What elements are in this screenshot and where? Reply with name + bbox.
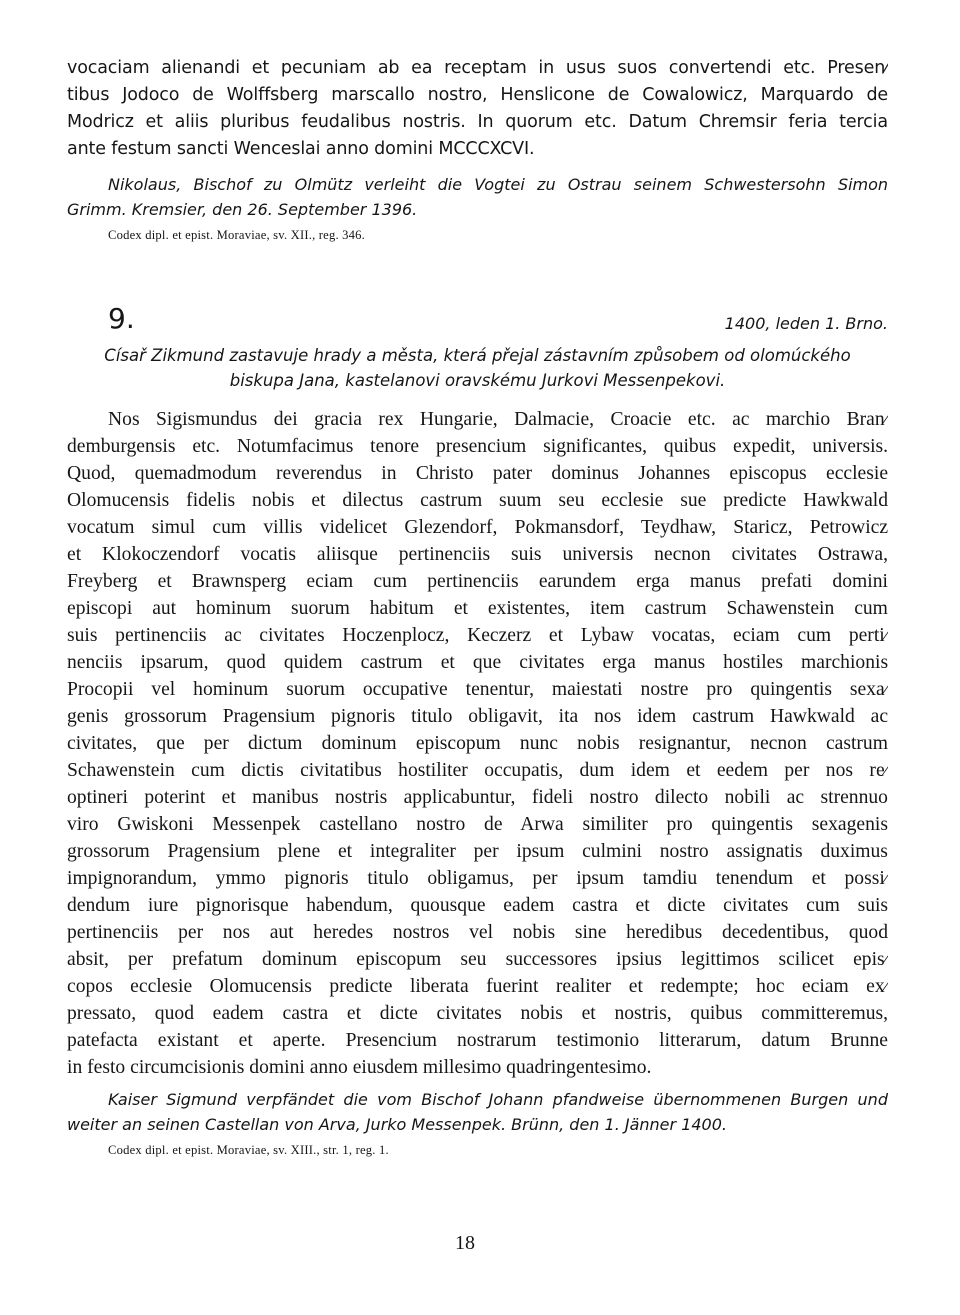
regest-line: Kaiser Sigmund verpfändet die vom Bischof Johann pfandweise übernommenen Burgen und xyxy=(108,1090,888,1109)
text-line: Procopii vel hominum suorum occupative tenentur, maiestati nostre pro quingentis sexa⁄ xyxy=(67,679,888,700)
text-line: Freyberg et Brawnsperg eciam cum pertinenciis earundem erga manus prefati domini xyxy=(67,571,888,592)
text-line: impignorandum, ymmo pignoris titulo obligamus, per ipsum tamdiu tenendum et possi⁄ xyxy=(67,868,888,889)
source-citation-1: Codex dipl. et epist. Moraviae, sv. XII., reg. 346. xyxy=(108,228,366,242)
text-line: in festo circumcisionis domini anno eiusdem millesimo quadringentesimo. xyxy=(67,1057,652,1078)
text-line: nenciis ipsarum, quod quidem castrum et que civitates erga manus hostiles marchionis xyxy=(67,652,888,673)
text-line: civitates, que per dictum dominum episcopum nunc nobis resignantur, necnon castrum xyxy=(67,733,888,754)
text-line: patefacta existant et aperte. Presencium nostrarum testimonio litterarum, datum Brunne xyxy=(67,1030,888,1051)
german-regest-2-cont xyxy=(67,1112,888,1137)
regest-line: Grimm. Kremsier, den 26. September 1396. xyxy=(67,200,418,219)
text-line: copos ecclesie Olomucensis predicte liberata fuerint realiter et redempte; hoc eciam ex⁄ xyxy=(67,976,888,997)
text-line: pressato, quod eadem castra et dicte civitates nobis et nostris, quibus committeremus, xyxy=(67,1003,888,1024)
text-line: vocatum simul cum villis videlicet Glezendorf, Pokmansdorf, Teydhaw, Staricz, Petrowicz xyxy=(67,517,888,538)
german-regest-1 xyxy=(108,172,888,197)
text-line: Nos Sigismundus dei gracia rex Hungarie, Dalmacie, Croacie etc. ac marchio Bran⁄ xyxy=(108,409,888,430)
regest-line: biskupa Jana, kastelanovi oravskému Jurkovi Messenpekovi. xyxy=(229,371,726,390)
text-line: pertinenciis per nos aut heredes nostros vel nobis sine heredibus decedentibus, quod xyxy=(67,922,888,943)
regest-line: Nikolaus, Bischof zu Olmütz verleiht die Vogtei zu Ostrau seinem Schwestersohn Simon xyxy=(108,175,888,194)
text-line: dendum iure pignorisque habendum, quousque eadem castra et dicte civitates cum suis xyxy=(67,895,888,916)
text-line: optineri poterint et manibus nostris applicabuntur, fideli nostro dilecto nobili ac strennuo xyxy=(67,787,888,808)
text-line: absit, per prefatum dominum episcopum seu successores ipsius legittimos scilicet epis⁄ xyxy=(67,949,888,970)
text-line: demburgensis etc. Notumfacimus tenore presencium significantes, quibus expedit, universis. xyxy=(67,436,888,457)
text-line: tibus Jodoco de Wolffsberg marscallo nostro, Henslicone de Cowalowicz, Marquardo de xyxy=(67,85,888,105)
text-line: vocaciam alienandi et pecuniam ab ea receptam in usus suos convertendi etc. Presen⁄ xyxy=(67,58,888,78)
charter-text xyxy=(67,406,888,1081)
regest-line: Císař Zikmund zastavuje hrady a města, která přejal zástavním způsobem od olomúckého xyxy=(104,346,851,365)
text-line: Olomucensis fidelis nobis et dilectus castrum suum seu ecclesie sue predicte Hawkwald xyxy=(67,490,888,511)
continued-paragraph xyxy=(67,55,888,163)
document-date: 1400, leden 1. Brno. xyxy=(724,314,888,333)
german-regest-1-cont xyxy=(67,197,888,222)
text-line: Quod, quemadmodum reverendus in Christo pater dominus Johannes episcopus ecclesie xyxy=(67,463,888,484)
regest-line: weiter an seinen Castellan von Arva, Jurko Messenpek. Brünn, den 1. Jänner 1400. xyxy=(67,1115,727,1134)
german-regest-2 xyxy=(108,1087,888,1112)
text-line: viro Gwiskoni Messenpek castellano nostro de Arwa similiter pro quingentis sexagenis xyxy=(67,814,888,835)
document-number: 9. xyxy=(108,302,135,335)
text-line: Schawenstein cum dictis civitatibus hostiliter occupatis, dum idem et eedem per nos re⁄ xyxy=(67,760,888,781)
text-line: episcopi aut hominum suorum habitum et existentes, item castrum Schawenstein cum xyxy=(67,598,888,619)
page-number: 18 xyxy=(455,1232,475,1254)
text-line: grossorum Pragensium plene et integraliter per ipsum culmini nostro assignatis duximus xyxy=(67,841,888,862)
source-citation-2: Codex dipl. et epist. Moraviae, sv. XIII., str. 1, reg. 1. xyxy=(108,1143,389,1157)
text-line: Modricz et aliis pluribus feudalibus nostris. In quorum etc. Datum Chremsir feria tercia xyxy=(67,112,888,132)
czech-regest xyxy=(67,343,888,393)
text-line: suis pertinenciis ac civitates Hoczenplocz, Keczerz et Lybaw vocatas, eciam cum perti⁄ xyxy=(67,625,888,646)
text-line: et Klokoczendorf vocatis aliisque pertinenciis suis universis necnon civitates Ostrawa, xyxy=(67,544,888,565)
text-line: ante festum sancti Wenceslai anno domini MCCCXCVI. xyxy=(67,139,535,159)
text-line: genis grossorum Pragensium pignoris titulo obligavit, ita nos idem castrum Hawkwald ac xyxy=(67,706,888,727)
